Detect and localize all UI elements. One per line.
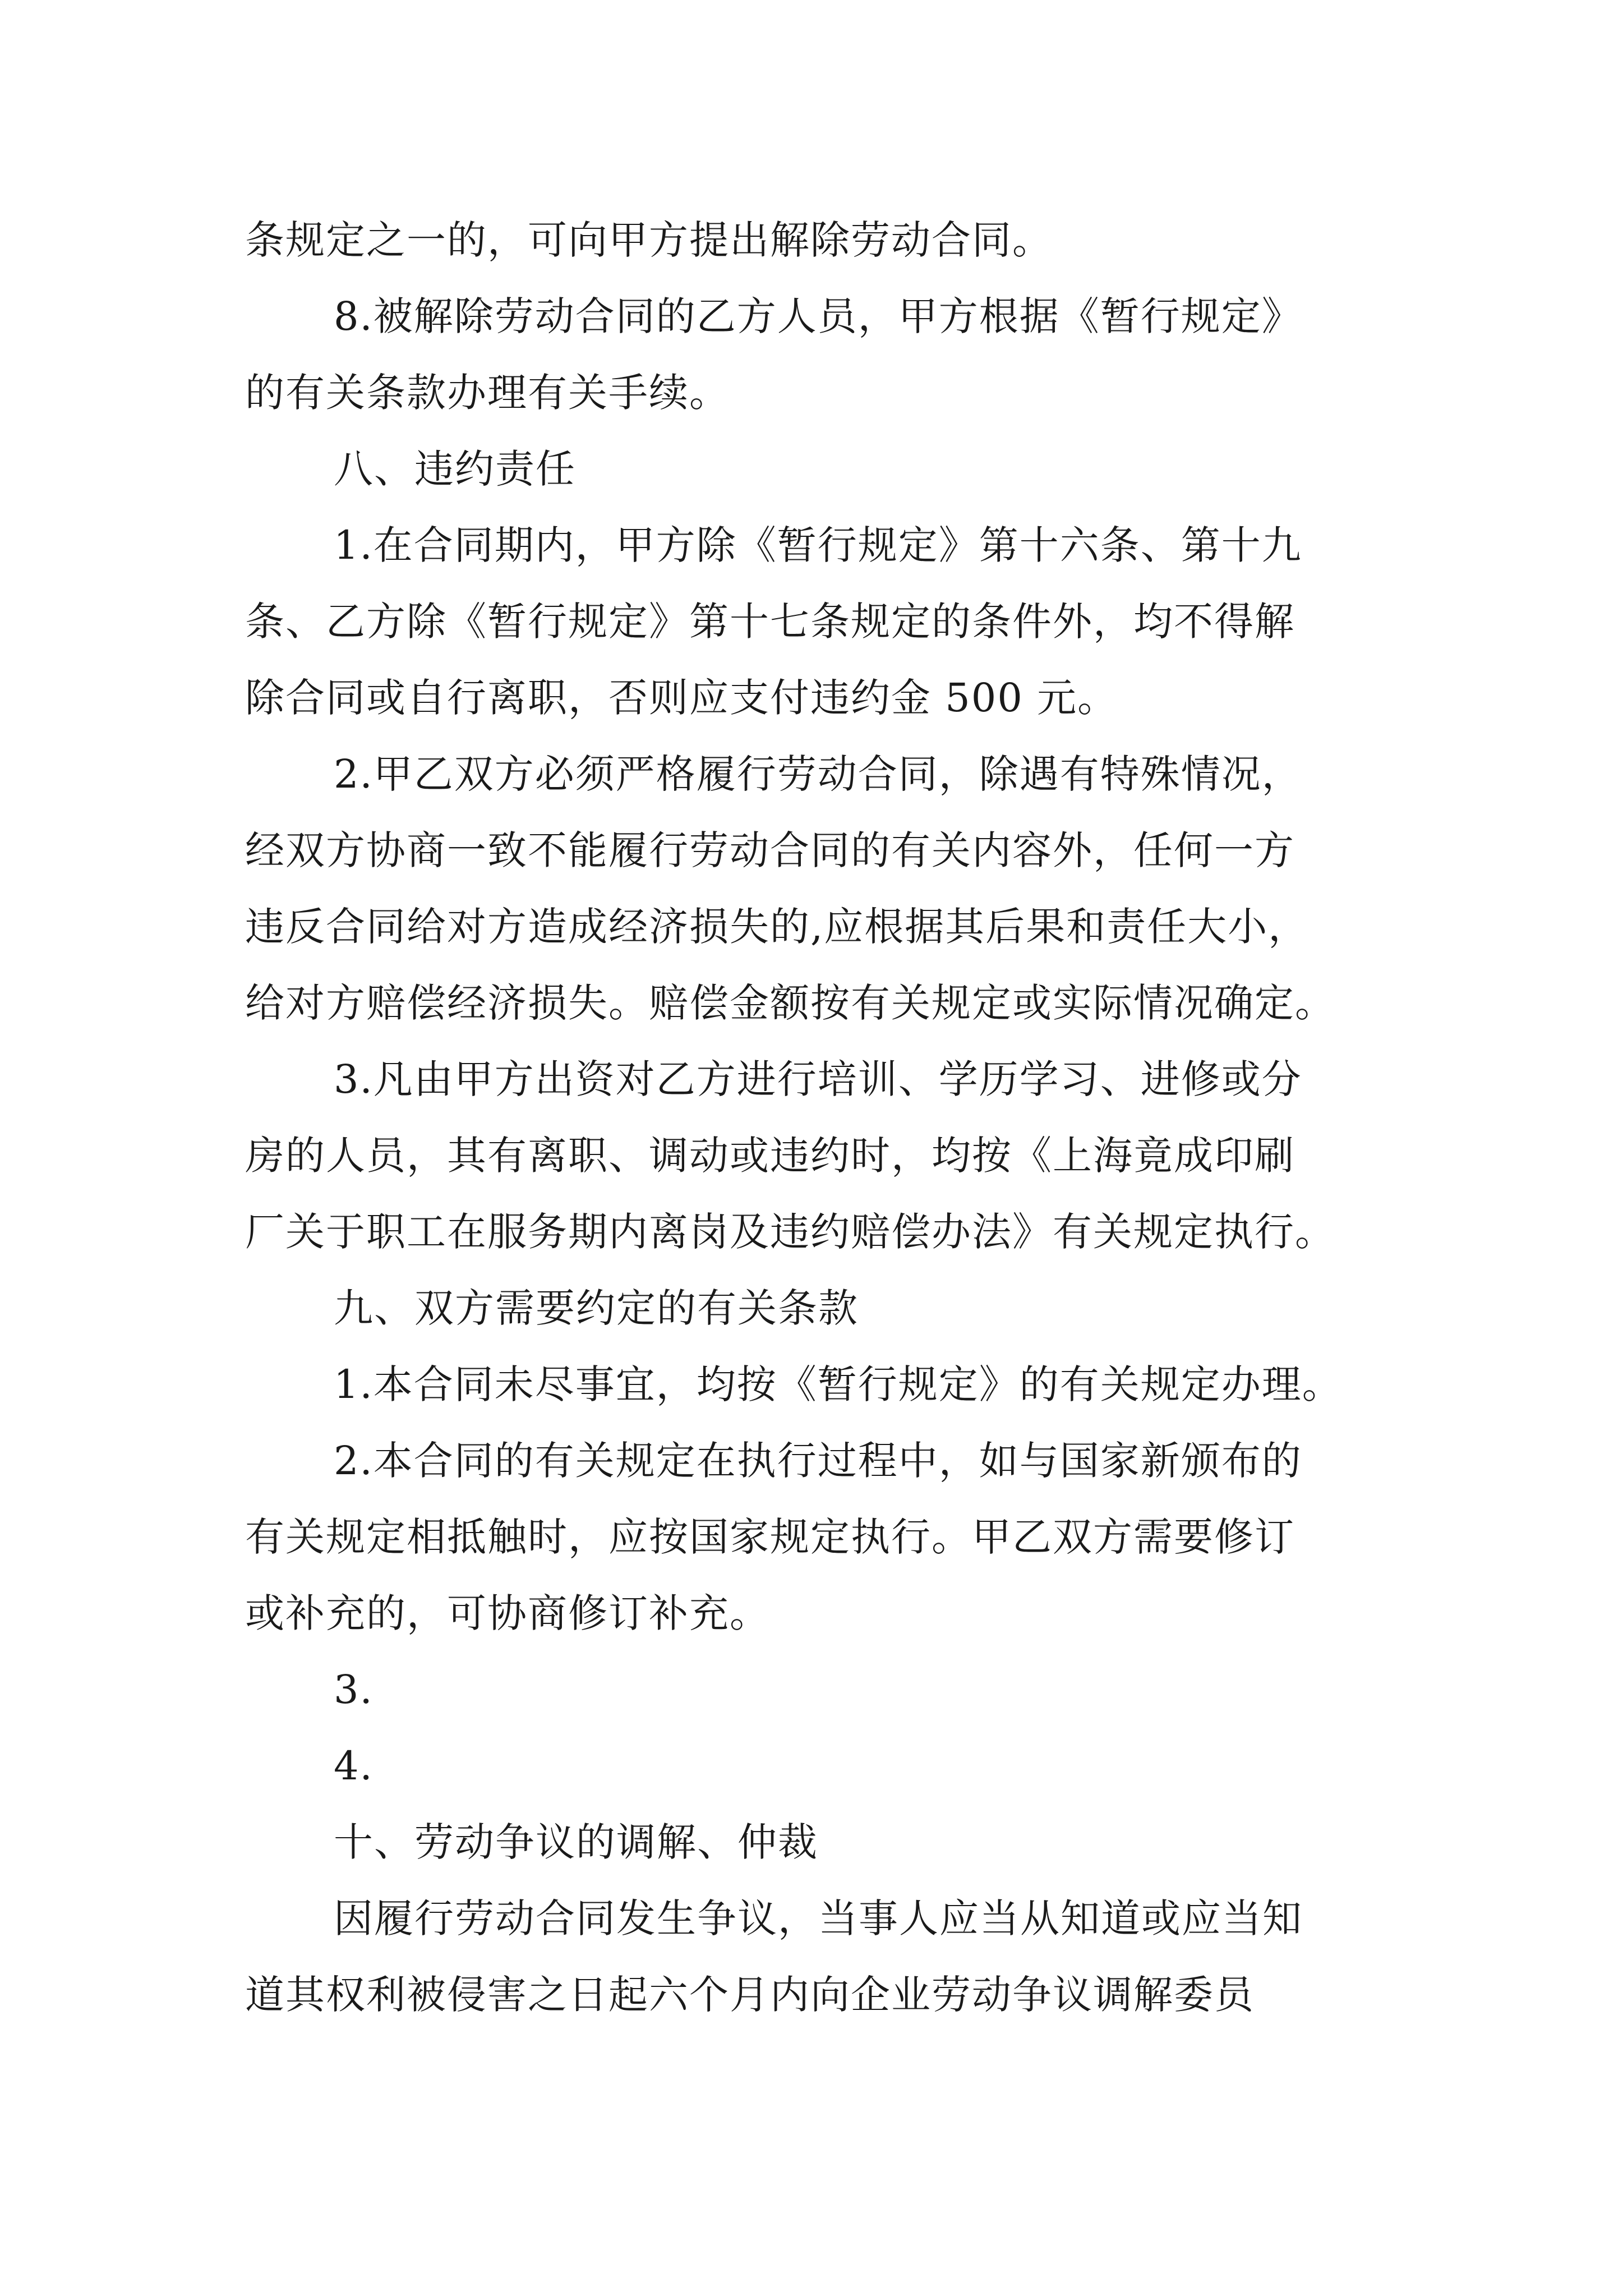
text-line: 有关规定相抵触时，应按国家规定执行。甲乙双方需要修订 [245,1514,1295,1560]
section-heading: 九、双方需要约定的有关条款 [334,1285,859,1331]
text-line: 2.本合同的有关规定在执行过程中，如与国家新颁布的 [334,1438,1302,1484]
text-line: 1.本合同未尽事宜，均按《暂行规定》的有关规定办理。 [334,1361,1343,1407]
text-line: 房的人员，其有离职、调动或违约时，均按《上海竟成印刷 [245,1133,1295,1179]
section-heading: 十、劳动争议的调解、仲裁 [334,1819,818,1865]
text-line: 因履行劳动合同发生争议，当事人应当从知道或应当知 [334,1895,1303,1941]
text-line: 的有关条款办理有关手续。 [245,370,730,416]
section-heading: 八、违约责任 [334,446,576,492]
document-body [245,202,1389,2033]
text-line: 条规定之一的，可向甲方提出解除劳动合同。 [245,217,1053,263]
text-line: 8.被解除劳动合同的乙方人员，甲方根据《暂行规定》 [334,293,1302,339]
text-line: 道其权利被侵害之日起六个月内向企业劳动争议调解委员 [245,1972,1255,2018]
text-line: 条、乙方除《暂行规定》第十七条规定的条件外，均不得解 [245,599,1295,645]
text-line: 给对方赔偿经济损失。赔偿金额按有关规定或实际情况确定。 [245,980,1335,1026]
text-line: 3. [334,1667,374,1713]
text-line: 2.甲乙双方必须严格履行劳动合同，除遇有特殊情况， [334,751,1302,797]
text-line: 3.凡由甲方出资对乙方进行培训、学历学习、进修或分 [334,1056,1302,1102]
text-line: 违反合同给对方造成经济损失的,应根据其后果和责任大小， [245,904,1309,950]
text-line: 厂关于职工在服务期内离岗及违约赔偿办法》有关规定执行。 [245,1209,1335,1255]
text-line: 1.在合同期内，甲方除《暂行规定》第十六条、第十九 [334,522,1302,568]
text-line: 4. [334,1743,374,1789]
text-line: 经双方协商一致不能履行劳动合同的有关内容外，任何一方 [245,827,1295,873]
text-line: 除合同或自行离职，否则应支付违约金 500 元。 [245,675,1118,721]
text-line: 或补充的，可协商修订补充。 [245,1590,770,1636]
